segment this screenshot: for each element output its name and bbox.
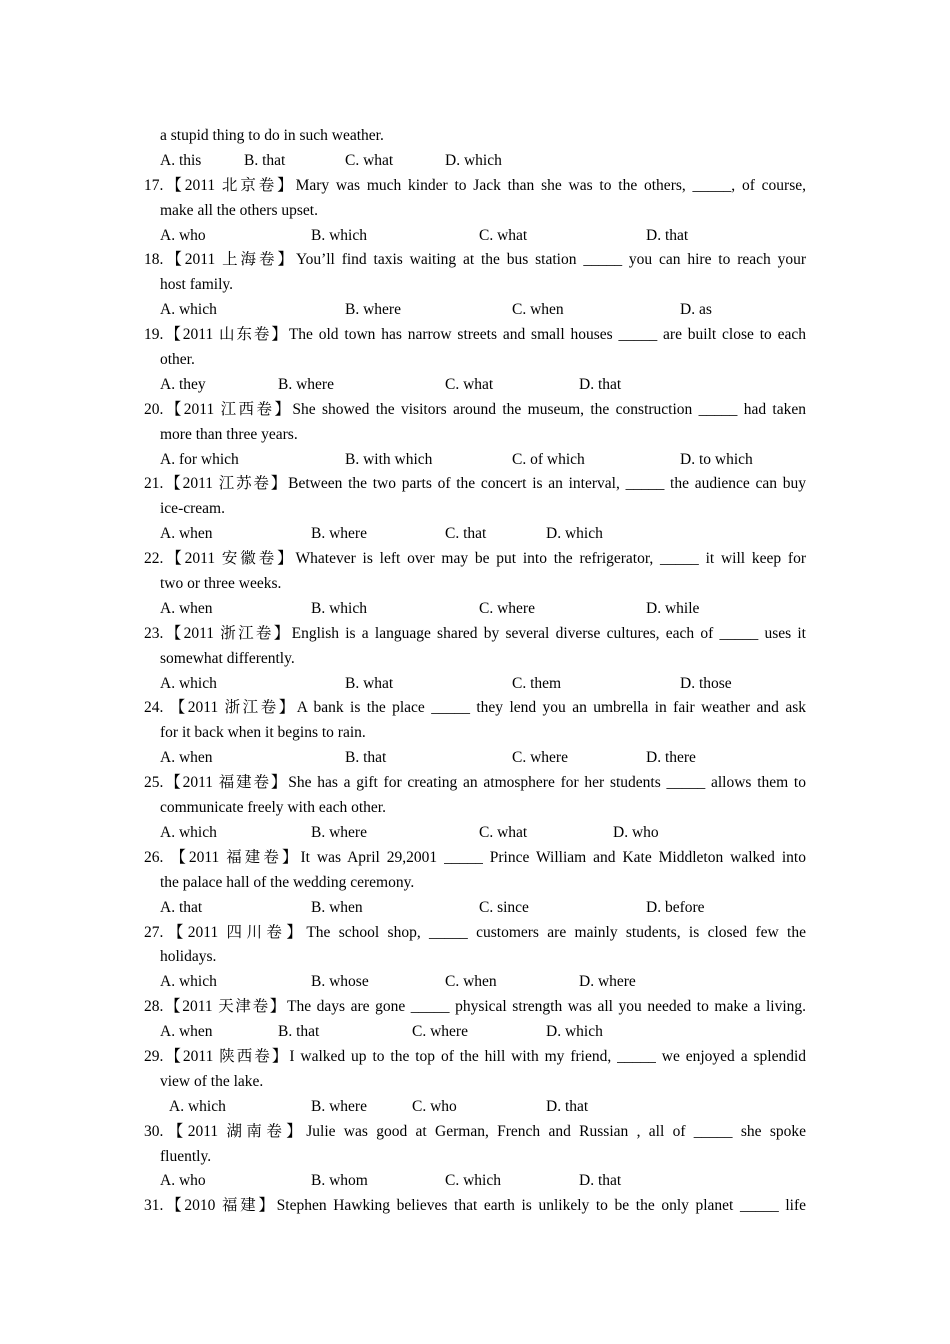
question-24-stem: 24. 【2011 浙江卷】A bank is the place _____ they lend you an umbrella in fair weather and ask <box>144 699 806 717</box>
option-d: D. before <box>646 898 705 916</box>
question-30-options <box>144 1169 806 1194</box>
option-b: B. that <box>278 1023 320 1041</box>
option-d: D. there <box>646 749 696 767</box>
question-20-stem-cont: more than three years. <box>160 425 298 443</box>
option-a: A. that <box>160 898 203 916</box>
option-d: D. that <box>646 226 689 244</box>
option-c: C. where <box>412 1023 468 1041</box>
question-23-options <box>144 672 806 697</box>
option-b: B. where <box>345 301 401 319</box>
question-29-options <box>144 1095 806 1120</box>
option-a: A. this <box>160 151 202 169</box>
question-23-stem: 23.【2011 浙江卷】English is a language shared by several diverse cultures, each of _____ uses it <box>144 624 806 642</box>
option-b: B. where <box>278 375 334 393</box>
option-d: D. that <box>579 375 622 393</box>
option-d: D. who <box>613 823 659 841</box>
question-27-stem: 27.【2011 四川卷】The school shop, _____ customers are mainly students, is closed few the <box>144 923 806 941</box>
question-20-stem: 20.【2011 江西卷】She showed the visitors around the museum, the construction _____ had taken <box>144 400 806 418</box>
option-d: D. while <box>646 599 700 617</box>
option-c: C. what <box>345 151 394 169</box>
option-b: B. where <box>311 525 367 543</box>
option-b: B. that <box>345 749 387 767</box>
option-c: C. where <box>479 599 535 617</box>
question-19-options <box>144 373 806 398</box>
option-b: B. where <box>311 1097 367 1115</box>
option-b: B. which <box>311 226 367 244</box>
question-31-stem: 31.【2010 福建】Stephen Hawking believes that earth is unlikely to be the only planet _____ life <box>144 1197 806 1215</box>
question-25-options <box>144 821 806 846</box>
option-a: A. for which <box>160 450 239 468</box>
question-22-stem: 22.【2011 安徽卷】Whatever is left over may be put into the refrigerator, _____ it will keep for <box>144 550 806 568</box>
question-18-options <box>144 298 806 323</box>
option-c: C. who <box>412 1097 457 1115</box>
option-b: B. where <box>311 823 367 841</box>
option-c: C. where <box>512 749 568 767</box>
question-24-stem-cont: for it back when it begins to rain. <box>160 724 366 742</box>
option-a: A. they <box>160 375 206 393</box>
question-27-options <box>144 970 806 995</box>
option-d: D. to which <box>680 450 753 468</box>
option-b: B. when <box>311 898 363 916</box>
option-a: A. which <box>160 823 217 841</box>
option-b: B. what <box>345 674 394 692</box>
option-d: D. which <box>445 151 502 169</box>
option-b: B. which <box>311 599 367 617</box>
option-c: C. of which <box>512 450 585 468</box>
option-b: B. whom <box>311 1172 368 1190</box>
options-row-continuation <box>144 149 806 174</box>
option-c: C. what <box>479 226 528 244</box>
question-30-stem-cont: fluently. <box>160 1147 212 1165</box>
question-21-stem-cont: ice-cream. <box>160 500 225 518</box>
question-28-stem: 28.【2011 天津卷】The days are gone _____ physical strength was all you needed to make a living. <box>144 998 806 1016</box>
option-a: A. when <box>160 1023 213 1041</box>
option-d: D. as <box>680 301 712 319</box>
question-17-options <box>144 224 806 249</box>
question-26-stem-cont: the palace hall of the wedding ceremony. <box>160 873 415 891</box>
question-22-stem-cont: two or three weeks. <box>160 575 282 593</box>
option-a: A. which <box>160 674 217 692</box>
option-c: C. when <box>445 973 497 991</box>
option-c: C. that <box>445 525 487 543</box>
question-18-stem: 18.【2011 上海卷】You’ll find taxis waiting at the bus station _____ you can hire to reach your <box>144 251 806 269</box>
option-a: A. which <box>169 1097 226 1115</box>
question-27-stem-cont: holidays. <box>160 948 217 966</box>
question-20-options <box>144 448 806 473</box>
question-17-stem: 17.【2011 北京卷】Mary was much kinder to Jack than she was to the others, _____, of course, <box>144 176 806 194</box>
question-28-options <box>144 1020 806 1045</box>
option-a: A. when <box>160 749 213 767</box>
question-26-options <box>144 896 806 921</box>
option-a: A. who <box>160 226 206 244</box>
question-25-stem: 25.【2011 福建卷】She has a gift for creating an atmosphere for her students _____ allows them to <box>144 774 806 792</box>
option-d: D. that <box>579 1172 622 1190</box>
option-b: B. that <box>244 151 286 169</box>
option-c: C. them <box>512 674 562 692</box>
question-24-options <box>144 746 806 771</box>
option-b: B. whose <box>311 973 369 991</box>
option-a: A. which <box>160 301 217 319</box>
option-c: C. when <box>512 301 564 319</box>
option-a: A. who <box>160 1172 206 1190</box>
option-a: A. when <box>160 525 213 543</box>
question-19-stem: 19.【2011 山东卷】The old town has narrow streets and small houses _____ are built close to each <box>144 326 806 344</box>
option-c: C. what <box>445 375 494 393</box>
option-a: A. which <box>160 973 217 991</box>
question-22-options <box>144 597 806 622</box>
option-c: C. since <box>479 898 529 916</box>
question-21-options <box>144 522 806 547</box>
option-d: D. which <box>546 525 603 543</box>
question-26-stem: 26. 【2011 福建卷】It was April 29,2001 _____ Prince William and Kate Middleton walked into <box>144 848 806 866</box>
question-29-stem-cont: view of the lake. <box>160 1072 264 1090</box>
option-c: C. what <box>479 823 528 841</box>
question-18-stem-cont: host family. <box>160 276 234 294</box>
option-d: D. that <box>546 1097 589 1115</box>
question-stem-continuation: a stupid thing to do in such weather. <box>160 127 384 144</box>
question-21-stem: 21.【2011 江苏卷】Between the two parts of the concert is an interval, _____ the audience can buy <box>144 475 806 493</box>
question-list <box>144 124 806 1219</box>
option-b: B. with which <box>345 450 433 468</box>
question-29-stem: 29.【2011 陕西卷】I walked up to the top of the hill with my friend, _____ we enjoyed a splendid <box>144 1047 806 1065</box>
option-d: D. where <box>579 973 636 991</box>
option-d: D. those <box>680 674 732 692</box>
question-25-stem-cont: communicate freely with each other. <box>160 799 386 817</box>
option-d: D. which <box>546 1023 603 1041</box>
question-19-stem-cont: other. <box>160 351 195 369</box>
option-c: C. which <box>445 1172 501 1190</box>
option-a: A. when <box>160 599 213 617</box>
question-23-stem-cont: somewhat differently. <box>160 649 295 667</box>
question-17-stem-cont: make all the others upset. <box>160 201 318 219</box>
question-30-stem: 30.【2011 湖南卷】Julie was good at German, French and Russian , all of _____ she spoke <box>144 1122 806 1140</box>
